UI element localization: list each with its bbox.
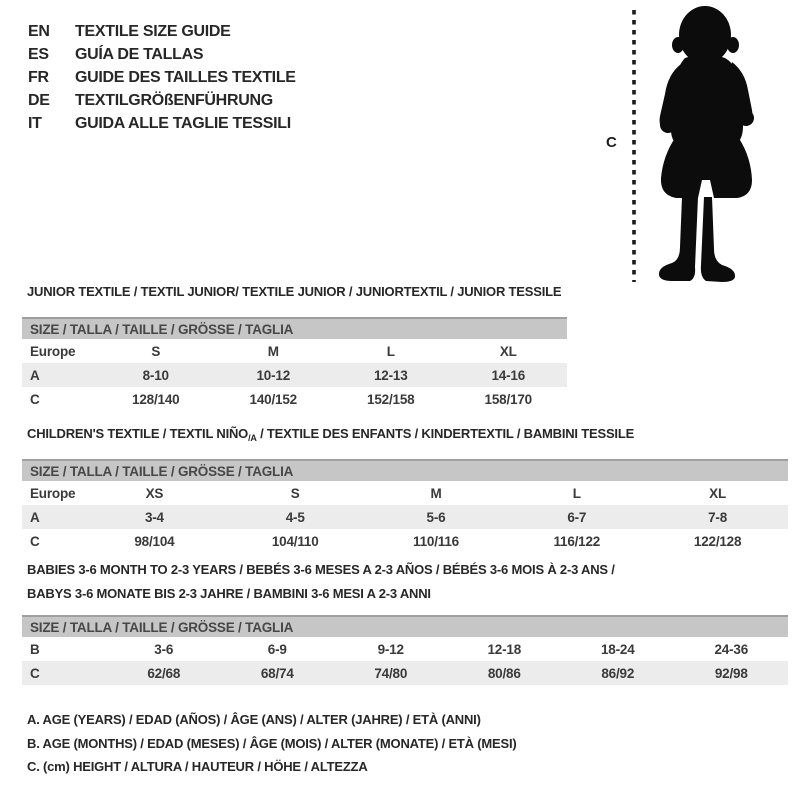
row-label: C	[30, 533, 40, 549]
guide-title-es: GUÍA DE TALLAS	[75, 46, 204, 63]
list-item	[28, 89, 296, 112]
size-cell: 3-6	[154, 641, 174, 657]
language-code: EN	[28, 23, 50, 40]
height-measure-figure	[596, 0, 796, 292]
size-cell: 104/110	[271, 533, 319, 549]
size-cell: 116/122	[553, 533, 601, 549]
row-label: A	[22, 363, 97, 387]
height-measure-label: C	[606, 134, 617, 151]
guide-title-it: GUIDA ALLE TAGLIE TESSILI	[75, 115, 291, 132]
row-label: C	[22, 661, 107, 685]
babies-section-title-line2: BABYS 3-6 MONATE BIS 2-3 JAHRE / BAMBINI 3-6 MESI A 2-3 ANNI	[27, 586, 431, 601]
table-row	[22, 481, 788, 505]
size-header-bar	[22, 616, 788, 637]
children-title-subscript: /A	[248, 433, 257, 443]
size-header-bar	[22, 318, 567, 339]
guide-title-fr: GUIDE DES TAILLES TEXTILE	[75, 69, 296, 86]
row-label: C	[30, 391, 40, 407]
size-cell: 8-10	[97, 363, 215, 387]
size-header-label: SIZE / TALLA / TAILLE / GRÖSSE / TAGLIA	[22, 460, 788, 481]
junior-section-title: JUNIOR TEXTILE / TEXTIL JUNIOR/ TEXTILE JUNIOR / JUNIORTEXTIL / JUNIOR TESSILE	[27, 284, 562, 299]
language-code: FR	[28, 69, 49, 86]
size-cell: 86/92	[561, 661, 675, 685]
footnote-a: A. AGE (YEARS) / EDAD (AÑOS) / ÂGE (ANS) / ALTER (JAHRE) / ETÀ (ANNI)	[27, 712, 481, 727]
footnote-b: B. AGE (MONTHS) / EDAD (MESES) / ÂGE (MOIS) / ALTER (MONATE) / ETÀ (MESI)	[27, 735, 517, 751]
size-cell: 14-16	[450, 363, 568, 387]
row-label: Europe	[30, 485, 76, 501]
size-cell: M	[430, 485, 442, 501]
guide-title-de: TEXTILGRÖßENFÜHRUNG	[75, 92, 273, 109]
size-cell: XS	[145, 485, 164, 501]
size-cell: 7-8	[647, 505, 788, 529]
size-cell: 98/104	[134, 533, 175, 549]
babies-size-table	[22, 615, 788, 685]
size-cell: S	[151, 343, 161, 359]
size-cell: 5-6	[366, 505, 507, 529]
size-cell: 152/158	[367, 391, 415, 407]
size-cell: 6-7	[506, 505, 647, 529]
size-cell: XL	[499, 343, 517, 359]
table-row	[22, 339, 567, 363]
size-cell: 140/152	[249, 391, 297, 407]
size-cell: 18-24	[600, 641, 635, 657]
size-cell: 92/98	[675, 661, 789, 685]
size-cell: 10-12	[215, 363, 333, 387]
size-cell: XL	[709, 485, 727, 501]
row-label: A	[22, 505, 84, 529]
list-item	[28, 112, 296, 135]
junior-size-table	[22, 317, 567, 411]
size-cell: 158/170	[484, 391, 532, 407]
toddler-silhouette	[645, 4, 768, 285]
size-header-label: SIZE / TALLA / TAILLE / GRÖSSE / TAGLIA	[22, 318, 567, 339]
size-cell: L	[386, 343, 395, 359]
size-cell: S	[290, 485, 300, 501]
babies-section-title-line1: BABIES 3-6 MONTH TO 2-3 YEARS / BEBÉS 3-6 MESES A 2-3 AÑOS / BÉBÉS 3-6 MOIS À 2-3 ANS /	[27, 562, 615, 577]
table-row	[22, 363, 567, 387]
size-cell: 12-18	[487, 641, 522, 657]
children-section-title	[27, 426, 634, 443]
size-cell: 9-12	[377, 641, 404, 657]
language-code: ES	[28, 46, 49, 63]
language-code: DE	[28, 92, 50, 109]
size-cell: 68/74	[221, 661, 335, 685]
footnotes	[27, 708, 517, 779]
footnote-c: C. (cm) HEIGHT / ALTURA / HAUTEUR / HÖHE / ALTEZZA	[27, 759, 368, 774]
size-header-bar	[22, 460, 788, 481]
size-cell: 6-9	[267, 641, 287, 657]
size-cell: 24-36	[714, 641, 749, 657]
table-row	[22, 505, 788, 529]
language-title-list	[28, 20, 296, 135]
size-cell: M	[267, 343, 279, 359]
size-cell: 80/86	[448, 661, 562, 685]
dashed-measure-line	[630, 10, 638, 282]
list-item	[28, 66, 296, 89]
size-cell: 122/128	[693, 533, 742, 549]
table-row	[22, 637, 788, 661]
guide-title-en: TEXTILE SIZE GUIDE	[75, 23, 231, 40]
children-size-table	[22, 459, 788, 553]
size-cell: 110/116	[413, 533, 459, 549]
row-label: Europe	[30, 343, 76, 359]
list-item	[28, 20, 296, 43]
list-item	[28, 43, 296, 66]
children-title-suffix: / TEXTILE DES ENFANTS / KINDERTEXTIL / BAMBINI TESSILE	[256, 426, 635, 441]
table-row	[22, 387, 567, 411]
size-cell: 62/68	[107, 661, 221, 685]
row-label: B	[30, 641, 40, 657]
size-cell: 4-5	[225, 505, 366, 529]
size-cell: 74/80	[334, 661, 448, 685]
size-cell: 3-4	[84, 505, 225, 529]
table-row	[22, 529, 788, 553]
size-cell: 12-13	[332, 363, 450, 387]
language-code: IT	[28, 115, 42, 132]
size-cell: L	[572, 485, 581, 501]
size-header-label: SIZE / TALLA / TAILLE / GRÖSSE / TAGLIA	[22, 616, 788, 637]
size-cell: 128/140	[132, 391, 180, 407]
table-row	[22, 661, 788, 685]
children-title-prefix: CHILDREN'S TEXTILE / TEXTIL NIÑO	[27, 426, 249, 441]
